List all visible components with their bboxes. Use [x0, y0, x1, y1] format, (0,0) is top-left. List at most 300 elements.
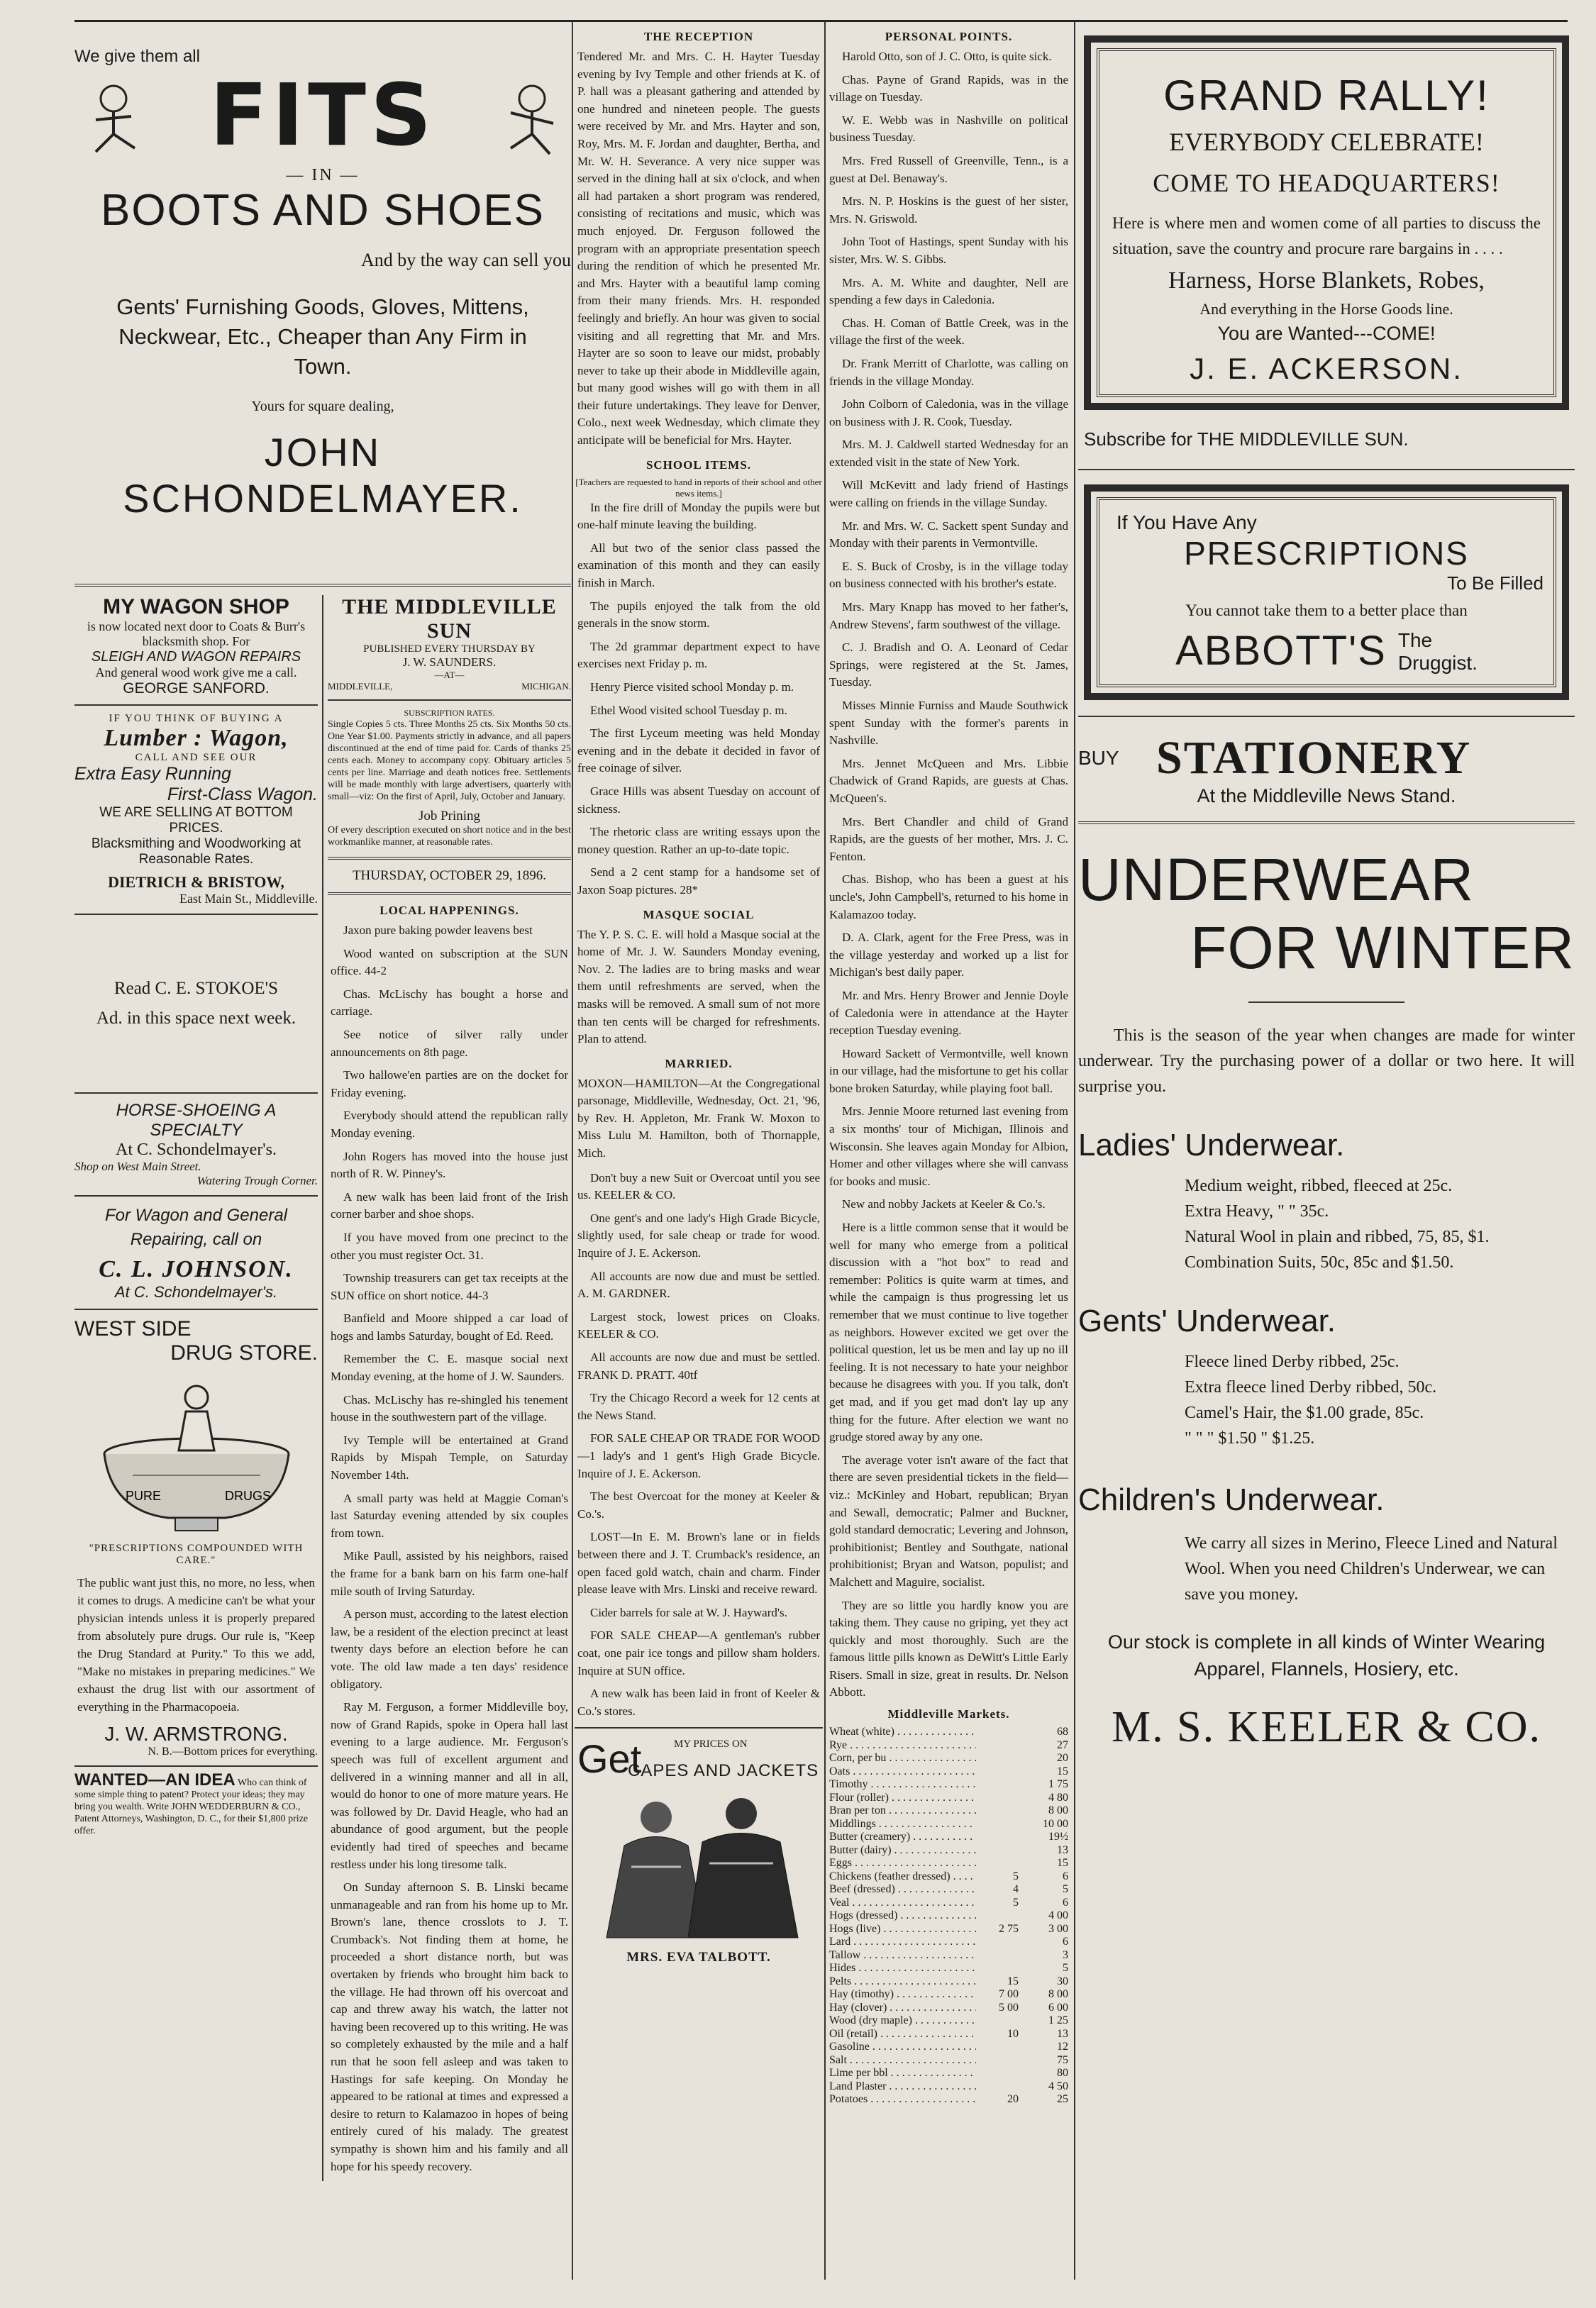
- local-item: Ivy Temple will be entertained at Grand Rapids by Mispah Temple, on Saturday November 14th.: [331, 1433, 568, 1482]
- market-item: Wood (dry maple) . . .: [829, 2014, 976, 2028]
- stationery-sub: At the Middleville News Stand.: [1197, 785, 1456, 806]
- market-item: Corn, per bu . . .: [829, 1752, 976, 1765]
- market-row: [829, 1818, 1068, 1831]
- markets-heading: Middleville Markets.: [887, 1707, 1010, 1721]
- gents-item: Fleece lined Derby ribbed, 25c.: [1185, 1353, 1400, 1371]
- sub-body: Single Copies 5 cts. Three Months 25 cts. Six Months 50 cts. One Year $1.00. Payments strictly in advance, and all papers discontinued at the end of time paid for. Cards of thanks 25 cents each. Money to accompany copy. Obituary articles 5 cents per line. Marriage and death notices free. Settlements will be made monthly with large advertisers, quarterly with small—viz: On the first of April, July, October and January.: [328, 719, 571, 802]
- idea-body: Who can think of some simple thing to patent? Protect your ideas; they may bring you wealth. Write JOHN WEDDERBURN & CO., Patent Attorneys, Washington, D. C., for their $1,800 prize offer.: [74, 1777, 309, 1836]
- market-low: [976, 1936, 1019, 1949]
- market-high: 68: [1057, 1726, 1068, 1738]
- jumping-figure-icon: [74, 77, 153, 155]
- rule: [74, 1092, 318, 1094]
- drug-pure-label: PURE: [125, 1489, 161, 1503]
- masque-body: The Y. P. S. C. E. will hold a Masque social at the home of Mr. J. W. Saunders Monday evening, Nov. 2. The ladies are to bring masks and wear them until refreshments are served, when the masks will be removed. A small sum of not more than ten cents will be charged for refreshments. Plan to attend.: [577, 927, 820, 1046]
- drug-line: DRUG STORE.: [170, 1341, 318, 1365]
- personal-item: D. A. Clark, agent for the Free Press, was in the village yesterday and worked up a list for Michigan's best daily paper.: [829, 931, 1068, 980]
- markets-table: [829, 1726, 1068, 2107]
- drug-drugs-label: DRUGS: [224, 1489, 271, 1503]
- children-body: We carry all sizes in Merino, Fleece Lined and Natural Wool. When you need Children's Underwear, we can save you money.: [1185, 1534, 1558, 1604]
- market-item: Oil (retail) . . .: [829, 2028, 976, 2041]
- market-low: 7 00: [999, 1988, 1019, 2001]
- johnson-line: At C. Schondelmayer's.: [114, 1283, 278, 1301]
- school-item: Grace Hills was absent Tuesday on account of sickness.: [577, 784, 820, 816]
- rule: [1078, 821, 1575, 824]
- local-item: If you have moved from one precinct to the other you must register Oct. 31.: [331, 1230, 568, 1262]
- market-low: [976, 1831, 1019, 1844]
- small-ads-column: [74, 595, 323, 2181]
- drug-name: J. W. ARMSTRONG.: [104, 1723, 288, 1745]
- market-high: 15: [1057, 1857, 1068, 1870]
- notice-item: FOR SALE CHEAP—A gentleman's rubber coat, one pair ice tongs and pillow sham holders. Inquire at SUN office.: [577, 1629, 820, 1677]
- reception-heading: THE RECEPTION: [643, 30, 754, 43]
- personal-item: Mrs. Bert Chandler and child of Grand Rapids, are the guests of her mother, Mrs. J. C. Fenton.: [829, 814, 1068, 863]
- horse-line: At C. Schondelmayer's.: [116, 1141, 277, 1159]
- market-item: Veal . . .: [829, 1897, 976, 1910]
- notice-item: FOR SALE CHEAP OR TRADE FOR WOOD—1 lady's and 1 gent's High Grade Bicycle. Inquire of J. E. Ackerson.: [577, 1431, 820, 1480]
- market-row: [829, 1778, 1068, 1792]
- personal-item: Chas. Bishop, who has been a guest at his uncle's, John Campbell's, returned to his home in Kalamazoo today.: [829, 872, 1068, 921]
- ladies-item: Medium weight, ribbed, fleeced at 25c.: [1185, 1177, 1453, 1195]
- school-item: All but two of the senior class passed the examination of this month and they can easily finish in March.: [577, 540, 820, 590]
- local-item: See notice of silver rally under announcements on 8th page.: [331, 1027, 568, 1059]
- jumping-figure-icon: [493, 77, 571, 155]
- market-item: Oats . . .: [829, 1765, 976, 1779]
- drug-nb: N. B.—Bottom prices for everything.: [148, 1746, 318, 1758]
- keeler-name: M. S. KEELER & CO.: [1111, 1703, 1542, 1751]
- uw-title-1: UNDERWEAR: [1078, 846, 1475, 913]
- rally-name: J. E. ACKERSON.: [1190, 352, 1463, 385]
- personal-item: Mrs. Jennet McQueen and Mrs. Libbie Chadwick of Grand Rapids, are guests at Chas. McQueen's.: [829, 756, 1068, 805]
- pub-place: MIDDLEVILLE,: [328, 681, 393, 692]
- market-high: 75: [1057, 2053, 1068, 2066]
- rule: [1248, 1002, 1404, 1003]
- rule: [328, 699, 571, 701]
- market-row: [829, 1923, 1068, 1936]
- market-item: Land Plaster . . .: [829, 2080, 976, 2094]
- market-high: 10 00: [1043, 1817, 1068, 1830]
- school-item: Ethel Wood visited school Tuesday p. m.: [590, 703, 787, 717]
- right-ad-column: [1078, 28, 1575, 1753]
- rule: [74, 584, 571, 587]
- fits-subtitle: BOOTS AND SHOES: [100, 186, 545, 235]
- uw-title-2: FOR WINTER: [1190, 914, 1575, 981]
- market-row: [829, 1752, 1068, 1765]
- masque-heading: MASQUE SOCIAL: [643, 907, 755, 921]
- news-column-3: [575, 28, 823, 1970]
- market-high: 13: [1057, 2027, 1068, 2040]
- rule: [74, 1195, 318, 1197]
- market-item: Potatoes . . .: [829, 2093, 976, 2107]
- rule: [575, 1727, 823, 1729]
- pub-place: MICHIGAN.: [521, 681, 571, 692]
- market-low: [976, 1739, 1019, 1753]
- issue-date: THURSDAY, OCTOBER 29, 1896.: [352, 868, 547, 883]
- market-item: Wheat (white) . . .: [829, 1726, 976, 1739]
- personal-item: New and nobby Jackets at Keeler & Co.'s.: [842, 1197, 1046, 1211]
- market-high: 80: [1057, 2067, 1068, 2080]
- mortar-pestle-icon: [83, 1369, 310, 1539]
- notice-item: A new walk has been laid in front of Keeler & Co.'s stores.: [577, 1687, 820, 1718]
- market-item: Rye . . .: [829, 1739, 976, 1753]
- market-low: 5: [1013, 1870, 1019, 1882]
- horse-line: Shop on West Main Street.: [74, 1160, 201, 1173]
- local-item: John Rogers has moved into the house just north of R. W. Pinney's.: [331, 1149, 568, 1181]
- idea-title: WANTED—AN IDEA: [74, 1770, 235, 1790]
- horse-line: HORSE-SHOEING A SPECIALTY: [116, 1101, 277, 1140]
- pub-at: —AT—: [434, 670, 465, 680]
- market-row: [829, 2080, 1068, 2094]
- market-row: [829, 1988, 1068, 2002]
- personal-item: Chas. H. Coman of Battle Creek, was in the village the first of the week.: [829, 316, 1068, 348]
- local-item: Chas. McLischy has re-shingled his tenement house in the southwestern part of the village.: [331, 1392, 568, 1424]
- married-heading: MARRIED.: [665, 1056, 733, 1070]
- stokoe-line: Ad. in this space next week.: [96, 1009, 297, 1028]
- top-rule: [74, 20, 1568, 22]
- ladies-list: [1185, 1173, 1575, 1275]
- mortar-and-pestle-illustration: [74, 1365, 318, 1543]
- news-column-2: [323, 595, 571, 2181]
- market-row: [829, 2014, 1068, 2028]
- personal-list: [829, 48, 1068, 1702]
- fits-name: JOHN SCHONDELMAYER.: [123, 430, 523, 521]
- local-item: Everybody should attend the republican rally Monday evening.: [331, 1109, 568, 1140]
- rally-line: You are Wanted---COME!: [1217, 323, 1436, 344]
- market-row: [829, 1962, 1068, 1975]
- local-item: Chas. McLischy has bought a horse and carriage.: [331, 987, 568, 1019]
- local-item: A person must, according to the latest election law, be a resident of the election precinct at least twenty days before an election before he can vote. The old law made a ten days' residence obligatory.: [331, 1607, 568, 1691]
- lumber-line: Blacksmithing and Woodworking at Reasonable Rates.: [91, 836, 301, 867]
- pub-line: PUBLISHED EVERY THURSDAY BY: [363, 643, 536, 655]
- market-item: Bran per ton . . .: [829, 1804, 976, 1818]
- market-row: [829, 1765, 1068, 1779]
- column-rule: [824, 21, 826, 2280]
- local-item: Wood wanted on subscription at the SUN office. 44-2: [331, 946, 568, 978]
- market-low: [976, 2080, 1019, 2094]
- rx-title: PRESCRIPTIONS: [1184, 535, 1469, 572]
- personal-item: The average voter isn't aware of the fact that there are seven presidential tickets in the field—viz.: McKinley and Hobart, republican; Bryan and Sewall, democratic; Palmer and Buckner, gold standard democratic; Levering and Johnson, prohibitionist; Bentley and Southgate, national prohibitionist; Bryan and Watson, populist; and Malchett and Maguire, socialist.: [829, 1453, 1068, 1589]
- local-item: Banfield and Moore shipped a car load of hogs and lambs Saturday, bought of Ed. Reed.: [331, 1311, 568, 1343]
- market-high: 5: [1063, 1883, 1068, 1896]
- market-low: [976, 1765, 1019, 1779]
- rally-body: Here is where men and women come of all parties to discuss the situation, save the country and procure rare bargains in . . . .: [1112, 214, 1541, 257]
- school-item: In the fire drill of Monday the pupils were but one-half minute leaving the building.: [577, 500, 820, 532]
- drug-line: WEST SIDE: [74, 1317, 192, 1341]
- market-row: [829, 1831, 1068, 1844]
- personal-item: Mrs. M. J. Caldwell started Wednesday for an extended visit in the state of New York.: [829, 438, 1068, 469]
- stationery-title: STATIONERY: [1156, 732, 1472, 784]
- market-item: Tallow . . .: [829, 1949, 976, 1963]
- job-heading: Job Prining: [418, 809, 481, 823]
- market-row: [829, 1792, 1068, 1805]
- market-row: [829, 1949, 1068, 1963]
- market-row: [829, 2054, 1068, 2068]
- rx-druggist: Druggist.: [1397, 652, 1478, 674]
- market-high: 13: [1057, 1843, 1068, 1856]
- notice-item: LOST—In E. M. Brown's lane or in fields between there and J. T. Crumback's residence, an open faced gold watch, chain and charm. Finder please leave with Mrs. Linski and receive reward.: [577, 1530, 820, 1597]
- stock-line: Our stock is complete in all kinds of Winter Wearing Apparel, Flannels, Hosiery, etc.: [1107, 1631, 1546, 1680]
- market-row: [829, 1909, 1068, 1923]
- lumber-name: DIETRICH & BRISTOW,: [108, 873, 284, 891]
- personal-item: E. S. Buck of Crosby, is in the village today on business connected with his brother's estate.: [829, 559, 1068, 591]
- market-low: [976, 2067, 1019, 2080]
- market-high: 12: [1057, 2041, 1068, 2053]
- ladies-item: Extra Heavy, " " 35c.: [1185, 1202, 1329, 1221]
- local-item: Ray M. Ferguson, a former Middleville boy, now of Grand Rapids, spoke in Opera hall last evening to a large audience. Mr. Ferguson's speech was full of excellent argument and delivered in a winning manner and all in all, would do honor to one of more mature years. He was followed by Dr. David Heagle, who had an abundance of good argument, but the people evidently had tired of speeches and became restless under his long tiresome talk.: [331, 1700, 568, 1871]
- buy-word: BUY: [1078, 747, 1119, 769]
- local-item: On Sunday afternoon S. B. Linski became unmanageable and ran from his home up to Mr. Brown's lane, thence crosslots to J. T. Crumback's. Not finding them at home, he proceeded a short distance north, but was overtaken by friends who brought him back to the village. He had thrown off his overcoat and cap and threw away his watch, the latter not having been recovered up to this writing. He was so completely exhausted by the mile and a half run that he soon fell asleep and was taken to Hastings for safe keeping. On Monday he appeared to be rational at times and expressed a desire to return to Kalamazoo in hopes of being entirely cured of his malady. The greatest sympathy is shown him and his family and all hope for his speedy recovery.: [331, 1880, 568, 2173]
- market-item: Hogs (dressed) . . .: [829, 1909, 976, 1923]
- market-high: 1 75: [1048, 1778, 1068, 1791]
- market-low: [976, 1857, 1019, 1870]
- market-row: [829, 1804, 1068, 1818]
- get-word: Get: [577, 1736, 642, 1782]
- gents-item: Extra fleece lined Derby ribbed, 50c.: [1185, 1378, 1437, 1397]
- market-high: 8 00: [1048, 1988, 1068, 2001]
- rule: [328, 892, 571, 895]
- local-heading: LOCAL HAPPENINGS.: [379, 904, 519, 917]
- talbott-name: MRS. EVA TALBOTT.: [626, 1950, 771, 1965]
- wagon-line: And general wood work give me a call.: [95, 665, 297, 679]
- personal-item: W. E. Webb was in Nashville on political business Tuesday.: [829, 113, 1068, 145]
- news-column-4: [826, 28, 1071, 2107]
- fits-top-line: We give them all: [74, 47, 200, 66]
- market-high: 6 00: [1048, 2001, 1068, 2014]
- market-low: 15: [1007, 1975, 1019, 1987]
- market-row: [829, 1975, 1068, 1989]
- school-item: The pupils enjoyed the talk from the old generals in the snow storm.: [577, 599, 820, 631]
- notice-item: Largest stock, lowest prices on Cloaks. KEELER & CO.: [577, 1309, 820, 1341]
- market-row: [829, 1897, 1068, 1910]
- market-high: 1 25: [1048, 2014, 1068, 2027]
- market-high: 5: [1063, 1962, 1068, 1975]
- market-high: 8 00: [1048, 1804, 1068, 1817]
- school-item: The first Lyceum meeting was held Monday evening and in the debate it decided in favor of free coinage of silver.: [577, 726, 820, 775]
- rule: [1078, 716, 1575, 717]
- misc-list: [577, 1170, 820, 1721]
- personal-item: Mrs. N. P. Hoskins is the guest of her sister, Mrs. N. Griswold.: [829, 194, 1068, 226]
- market-low: [976, 1778, 1019, 1792]
- local-list: [331, 922, 568, 2175]
- personal-item: Harold Otto, son of J. C. Otto, is quite sick.: [842, 50, 1052, 63]
- sub-heading: SUBSCRIPTION RATES.: [404, 708, 495, 718]
- wagon-name: GEORGE SANFORD.: [123, 680, 270, 697]
- market-row: [829, 2093, 1068, 2107]
- local-item: Remember the C. E. masque social next Monday evening, at the home of J. W. Saunders.: [331, 1352, 568, 1384]
- market-high: 19½: [1048, 1831, 1068, 1843]
- market-high: 6: [1063, 1896, 1068, 1909]
- local-item: Township treasurers can get tax receipts at the SUN office on short notice. 44-3: [331, 1271, 568, 1302]
- personal-item: Misses Minnie Furniss and Maude Southwick spent Sunday with the former's parents in Nashville.: [829, 699, 1068, 748]
- fits-in: — IN —: [286, 166, 360, 184]
- market-low: [976, 1909, 1019, 1923]
- market-low: 5 00: [999, 2001, 1019, 2014]
- market-low: [976, 2041, 1019, 2054]
- market-item: Middlings . . .: [829, 1818, 976, 1831]
- notice-item: Cider barrels for sale at W. J. Hayward's.: [590, 1605, 787, 1619]
- market-row: [829, 1870, 1068, 1884]
- market-low: [976, 1962, 1019, 1975]
- notice-item: One gent's and one lady's High Grade Bicycle, slightly used, for sale cheap or trade for wood. Inquire of J. E. Ackerson.: [577, 1211, 820, 1260]
- local-item: A new walk has been laid front of the Irish corner barber and shoe shops.: [331, 1189, 568, 1221]
- rally-title: GRAND RALLY!: [1163, 72, 1490, 119]
- personal-item: John Colborn of Caledonia, was in the village on business with J. R. Cook, Tuesday.: [829, 397, 1068, 428]
- market-low: [976, 2014, 1019, 2028]
- market-row: [829, 1844, 1068, 1858]
- lumber-wagon: Lumber : Wagon,: [104, 725, 289, 751]
- market-low: [976, 1726, 1019, 1739]
- market-low: [976, 1949, 1019, 1963]
- column-rule: [1074, 21, 1075, 2280]
- lumber-line: First-Class Wagon.: [167, 784, 318, 804]
- fits-byline: And by the way can sell you: [360, 250, 571, 270]
- market-high: 6: [1063, 1870, 1068, 1882]
- market-high: 27: [1057, 1738, 1068, 1751]
- market-item: Eggs . . .: [829, 1857, 976, 1870]
- market-high: 25: [1057, 2093, 1068, 2106]
- market-item: Lard . . .: [829, 1936, 976, 1949]
- personal-item: Here is a little common sense that it would be well for many who emerge from a political discussion with a "hot box" to read and remember: Politics is quite warm at times, and while the campaign is thus progressing let us remember that we must continue to live together as neighbors. However excited we get over the political question, let us be men and lay up no ill feeling. It is not necessary to hate your neighbor because he disagrees with you. If you talk, don't get mad, and if you get mad don't lay up any thing for the future. After election we want no grudge stored away by any one.: [829, 1221, 1068, 1444]
- market-row: [829, 2041, 1068, 2054]
- market-low: [976, 1752, 1019, 1765]
- market-row: [829, 2028, 1068, 2041]
- market-low: [976, 1844, 1019, 1858]
- personal-item: Mr. and Mrs. Henry Brower and Jennie Doyle of Caledonia were in attendance at the Hayter reception Tuesday evening.: [829, 988, 1068, 1038]
- local-item: A small party was held at Maggie Coman's last Saturday evening attended by six couples from town.: [331, 1491, 568, 1540]
- lumber-line: WE ARE SELLING AT BOTTOM PRICES.: [99, 805, 293, 836]
- market-item: Lime per bbl . . .: [829, 2067, 976, 2080]
- market-row: [829, 1739, 1068, 1753]
- get-capes: CAPES AND JACKETS: [628, 1761, 819, 1781]
- column-rule: [572, 21, 573, 2280]
- market-high: 4 50: [1048, 2080, 1068, 2092]
- gents-heading: Gents' Underwear.: [1078, 1304, 1336, 1338]
- notice-item: Don't buy a new Suit or Overcoat until you see us. KEELER & CO.: [577, 1170, 820, 1202]
- school-heading: SCHOOL ITEMS.: [645, 457, 752, 472]
- local-item: Two hallowe'en parties are on the docket for Friday evening.: [331, 1068, 568, 1099]
- personal-item: Chas. Payne of Grand Rapids, was in the village on Tuesday.: [829, 72, 1068, 104]
- market-low: 10: [1007, 2027, 1019, 2040]
- johnson-line: For Wagon and General Repairing, call on: [104, 1206, 288, 1249]
- personal-item: John Toot of Hastings, spent Sunday with his sister, Mrs. W. S. Gibbs.: [829, 235, 1068, 266]
- market-row: [829, 1936, 1068, 1949]
- local-item: Mike Paull, assisted by his neighbors, raised the frame for a bank barn on his farm one-half mile south of Irving Saturday.: [331, 1549, 568, 1598]
- market-low: [976, 2054, 1019, 2068]
- gents-item: Camel's Hair, the $1.00 grade, 85c.: [1185, 1404, 1424, 1422]
- masthead: THE MIDDLEVILLE SUN: [342, 595, 557, 643]
- rally-line: And everything in the Horse Goods line.: [1199, 300, 1453, 318]
- personal-item: Mrs. Jennie Moore returned last evening from a six months' tour of Michigan, Illinois and Wisconsin. She leaves again Monday for Albion, Homer and other villages where she will canvass for books and music.: [829, 1104, 1068, 1188]
- ladies-in-capes-illustration: [589, 1789, 809, 1941]
- personal-item: Mrs. A. M. White and daughter, Nell are spending a few days in Caledonia.: [829, 275, 1068, 307]
- subscribe-line: Subscribe for THE MIDDLEVILLE SUN.: [1084, 428, 1409, 450]
- children-heading: Children's Underwear.: [1078, 1482, 1385, 1517]
- lumber-addr: East Main St., Middleville.: [179, 892, 318, 906]
- rally-goods: Harness, Horse Blankets, Robes,: [1168, 267, 1485, 294]
- rally-line: EVERYBODY CELEBRATE!: [1169, 128, 1484, 156]
- lumber-line: Extra Easy Running: [74, 764, 231, 784]
- school-item: The 2d grammar department expect to have exercises next Friday p. m.: [577, 639, 820, 671]
- rx-line: You cannot take them to a better place than: [1185, 601, 1468, 619]
- ladies-heading: Ladies' Underwear.: [1078, 1128, 1345, 1163]
- market-high: 3: [1063, 1948, 1068, 1961]
- rally-line: COME TO HEADQUARTERS!: [1153, 169, 1500, 197]
- school-list: [577, 499, 820, 899]
- market-item: Hogs (live) . . .: [829, 1923, 976, 1936]
- fits-yours: Yours for square dealing,: [251, 399, 394, 414]
- johnson-name: C. L. JOHNSON.: [99, 1256, 294, 1282]
- market-item: Flour (roller) . . .: [829, 1792, 976, 1805]
- notice-item: All accounts are now due and must be settled. A. M. GARDNER.: [577, 1269, 820, 1301]
- market-item: Salt . . .: [829, 2054, 976, 2068]
- market-low: 4: [1013, 1883, 1019, 1896]
- notice-item: The best Overcoat for the money at Keeler & Co.'s.: [577, 1489, 820, 1521]
- market-high: 15: [1057, 1765, 1068, 1777]
- market-item: Hides . . .: [829, 1962, 976, 1975]
- idea-ad: [74, 1770, 318, 1837]
- market-item: Butter (creamery) . . .: [829, 1831, 976, 1844]
- market-row: [829, 2067, 1068, 2080]
- gents-item: " " " $1.50 " $1.25.: [1185, 1429, 1315, 1448]
- personal-item: Mrs. Fred Russell of Greenville, Tenn., is a guest at Del. Benaway's.: [829, 153, 1068, 185]
- personal-heading: PERSONAL POINTS.: [885, 30, 1013, 43]
- market-high: 4 00: [1048, 1909, 1068, 1922]
- rule: [74, 704, 318, 706]
- school-item: The rhetoric class are writing essays upon the money question. Rather an up-to-date topic.: [577, 825, 820, 856]
- rule: [74, 914, 318, 915]
- market-row: [829, 1883, 1068, 1897]
- rx-line: If You Have Any: [1116, 511, 1257, 533]
- wagon-line: SLEIGH AND WAGON REPAIRS: [91, 649, 301, 665]
- ladies-item: Combination Suits, 50c, 85c and $1.50.: [1185, 1253, 1454, 1272]
- personal-item: Dr. Frank Merritt of Charlotte, was calling on friends in the village Monday.: [829, 356, 1068, 388]
- local-item: Jaxon pure baking powder leavens best: [343, 923, 533, 937]
- rule: [74, 1765, 318, 1767]
- prescriptions-ad: [1084, 484, 1569, 700]
- underwear-ad: [1078, 845, 1575, 1753]
- personal-item: Will McKevitt and lady friend of Hastings were calling on friends in the village Sunday.: [829, 478, 1068, 510]
- market-item: Beef (dressed) . . .: [829, 1883, 976, 1897]
- ladies-item: Natural Wool in plain and ribbed, 75, 85, $1.: [1185, 1228, 1490, 1246]
- market-item: Hay (clover) . . .: [829, 2002, 976, 2015]
- drug-care: "PRESCRIPTIONS COMPOUNDED WITH CARE.": [89, 1543, 304, 1566]
- fits-title: FITS: [209, 67, 436, 165]
- rule: [74, 1309, 318, 1310]
- personal-item: Mr. and Mrs. W. C. Sackett spent Sunday and Monday with their parents in Vermontville.: [829, 518, 1068, 550]
- market-item: Butter (dairy) . . .: [829, 1844, 976, 1858]
- market-low: [976, 1792, 1019, 1805]
- job-body: Of every description executed on short notice and in the best workmanlike manner, at reasonable rates.: [328, 825, 571, 848]
- market-high: 20: [1057, 1752, 1068, 1765]
- wagon-line: is now located next door to Coats & Burr's blacksmith shop. For: [87, 619, 306, 648]
- talbott-ad: [575, 1736, 823, 1970]
- rally-ad: [1084, 35, 1569, 410]
- notice-item: All accounts are now due and must be settled. FRANK D. PRATT. 40tf: [577, 1350, 820, 1382]
- stokoe-line: Read C. E. STOKOE'S: [113, 979, 279, 998]
- rule: [328, 857, 571, 860]
- market-item: Hay (timothy) . . .: [829, 1988, 976, 2002]
- horse-line: Watering Trough Corner.: [196, 1174, 318, 1187]
- left-ad-block: [74, 28, 571, 2181]
- market-low: [976, 1818, 1019, 1831]
- lumber-line: IF YOU THINK OF BUYING A: [109, 713, 284, 724]
- notice-item: Try the Chicago Record a week for 12 cents at the News Stand.: [577, 1391, 820, 1422]
- market-item: Chickens (feather dressed) . . .: [829, 1870, 976, 1884]
- rule: [1078, 469, 1575, 470]
- uw-intro: This is the season of the year when changes are made for winter underwear. Try the purchasing power of a dollar or two here. It will surprise you.: [1078, 1026, 1575, 1096]
- school-note: [Teachers are requested to hand in reports of their school and other news items.]: [575, 476, 822, 499]
- personal-item: Howard Sackett of Vermontville, well known in our village, had the misfortune to get his collar bone broken Saturday, while playing foot ball.: [829, 1046, 1068, 1095]
- personal-item: Mrs. Mary Knapp has moved to her father's, Andrew Stevens', farm southwest of the village.: [829, 600, 1068, 631]
